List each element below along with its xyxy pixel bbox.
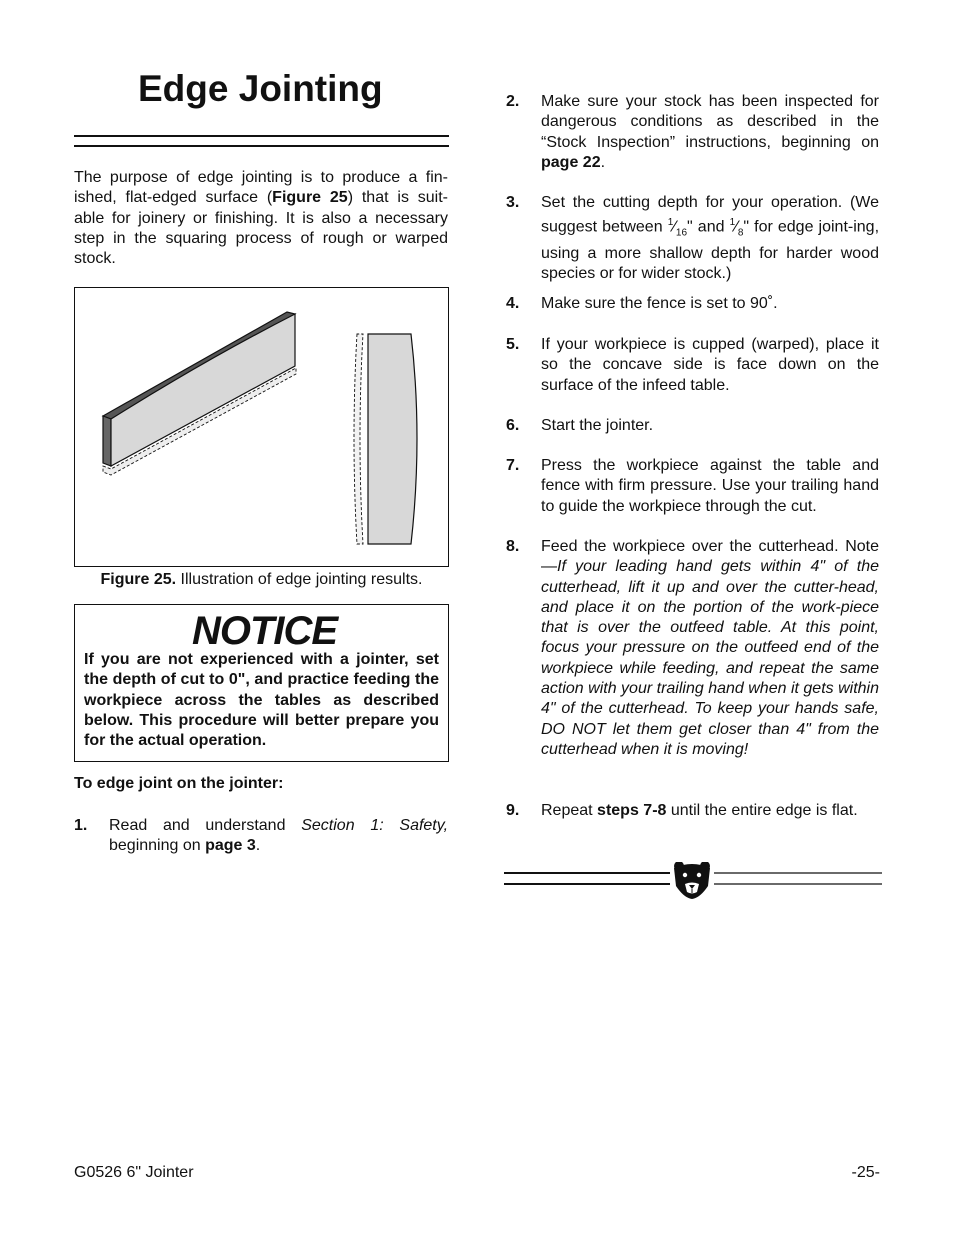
section-end-ornament — [504, 862, 882, 902]
fraction-numerator: 1 — [729, 217, 736, 229]
intro-line: stock. — [74, 250, 116, 268]
step-number: 7. — [506, 457, 520, 474]
step-text — [541, 92, 879, 173]
figure-caption — [74, 571, 449, 589]
step-number: 3. — [506, 194, 520, 211]
board-face — [111, 314, 295, 466]
step-number: 5. — [506, 336, 520, 353]
intro-text: ished, flat-edged surface ( — [74, 189, 273, 207]
jointed-board-side — [368, 334, 417, 544]
step-text — [109, 816, 448, 857]
page-ref: page 22 — [541, 153, 601, 171]
figure-25-frame — [74, 287, 449, 567]
step-text: Start the jointer. — [541, 417, 654, 434]
footer-model: G0526 6" Jointer — [74, 1164, 194, 1181]
intro-line: able for joinery or finishing. It is also a necessary — [74, 209, 448, 227]
step-text: Set the cutting depth for your operation. (We suggest between $^1⁄_{16}$" and $^1⁄_8$" for edge joint-ing, using a more shallow depth for harder wood species or for wider stock.) — [541, 194, 880, 283]
page-title: Edge Jointing — [138, 68, 383, 109]
step-text: Press the workpiece against the table and fence with firm pressure. Use your trailing hand to guide the workpiece through the cut. — [541, 457, 879, 515]
procedure-heading: To edge joint on the jointer: — [74, 775, 284, 792]
board-end — [103, 416, 111, 466]
step-text-part: . — [600, 153, 606, 171]
step-warning: If your leading hand gets within 4" of the cutterhead, lift it up and over the cutter-head, and place it on the portion of the work-piece that is over the outfeed table. At this point, focus your pressure on the outfeed end of the workpiece while feeding, and repeat the same action with your trailing hand when it gets within 4" of the cutterhead. To keep your hands safe, DO NOT let them get closer than 4" from the cutterhead when it is moving! — [541, 558, 879, 758]
caption-label: Figure 25. — [100, 571, 177, 588]
step-number: 4. — [506, 295, 520, 312]
steps-ref: steps 7-8 — [597, 802, 667, 819]
intro-line: The purpose of edge jointing is to produce a fin- — [74, 169, 448, 186]
step-text-part: until the entire edge is flat. — [666, 802, 858, 819]
edge-jointing-illustration — [75, 288, 448, 566]
step-number: 1. — [74, 817, 88, 834]
intro-line — [74, 188, 448, 208]
intro-text: ) that is suit- — [347, 189, 449, 207]
page-ref: page 3 — [205, 837, 256, 855]
step-text-part: Repeat — [541, 802, 598, 819]
step-text-part: . — [255, 837, 261, 855]
step-text-part: Feed the workpiece over the cutterhead. Note— — [541, 538, 879, 576]
step-text — [541, 537, 879, 760]
step-number: 9. — [506, 802, 520, 819]
step-text-part: beginning on — [109, 837, 206, 855]
notice-box — [74, 604, 449, 762]
step-text-part: " and — [687, 218, 730, 236]
fraction-numerator: 1 — [667, 217, 674, 229]
step-text: Make sure the fence is set to 90˚. — [541, 295, 778, 312]
removed-curved-strip — [354, 334, 363, 544]
intro-line: step in the squaring process of rough or warped — [74, 229, 448, 247]
fraction-denominator: 16 — [675, 227, 688, 239]
step-number: 8. — [506, 538, 520, 555]
step-text-part: Set the cutting depth for your operation. (We suggest between — [541, 194, 879, 236]
notice-title: NOTICE — [192, 609, 338, 653]
section-ref: Section 1: Safety, — [301, 817, 449, 834]
fraction-denominator: 8 — [737, 227, 744, 239]
title-rule-top — [74, 135, 449, 137]
step-text — [541, 801, 879, 821]
figure-ref: Figure 25 — [272, 189, 348, 207]
step-text: If your workpiece is cupped (warped), place it so the concave side is face down on the surface of the infeed table. — [541, 336, 879, 394]
title-rule-bottom — [74, 145, 449, 147]
page-number: -25- — [851, 1164, 880, 1181]
notice-text: If you are not experienced with a jointer, set the depth of cut to 0", and practice feeding the workpiece across the tables as described below. This procedure will better prepare you for the actual operation. — [84, 651, 439, 750]
caption-text: Illustration of edge jointing results. — [176, 571, 423, 588]
step-number: 2. — [506, 93, 520, 110]
intro-paragraph — [74, 168, 448, 269]
bear-logo-icon — [504, 862, 882, 902]
step-text-part: Make sure your stock has been inspected for dangerous conditions as described in the “Stock Inspection” instructions, beginning on — [541, 93, 879, 151]
step-text-part: " for edge joint-ing, using a more shallow depth for harder wood species or for wider stock.) — [541, 218, 880, 283]
step-number: 6. — [506, 417, 520, 434]
step-text-part: Read and understand — [109, 817, 302, 834]
